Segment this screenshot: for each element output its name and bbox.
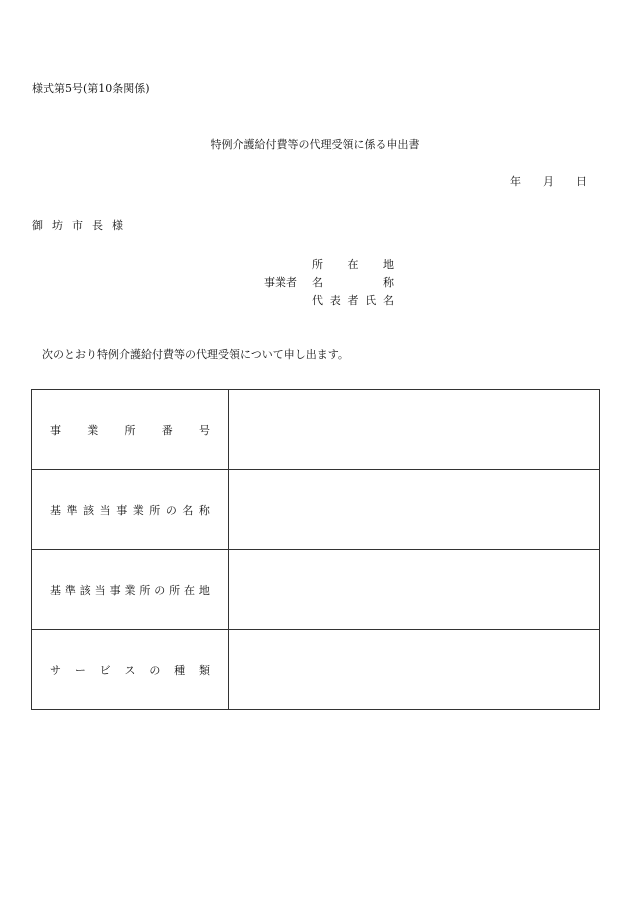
- label-char: 氏: [365, 294, 377, 307]
- label-char: 準: [64, 583, 76, 597]
- label-char: 当: [99, 503, 111, 517]
- office-number-label: [32, 390, 229, 470]
- applicant-representative-row: [264, 292, 404, 310]
- table-row: [32, 550, 600, 630]
- office-address-label: [32, 550, 229, 630]
- addressee-char: 長: [92, 219, 103, 232]
- label-char: 該: [79, 583, 91, 597]
- label-char: ー: [74, 663, 86, 677]
- label-char: 種: [174, 663, 186, 677]
- label-char: の: [149, 663, 161, 677]
- label-char: 準: [66, 503, 78, 517]
- statement-text: 次のとおり特例介護給付費等の代理受領について申し出ます。: [42, 348, 349, 361]
- label-char: の: [165, 503, 177, 517]
- office-name-label: [32, 470, 229, 550]
- label-char: 在: [184, 583, 196, 597]
- label-char: 所: [124, 423, 136, 437]
- label-char: の: [154, 583, 166, 597]
- label-char: 在: [347, 258, 359, 271]
- addressee-char: 市: [72, 219, 83, 232]
- label-char: 表: [329, 294, 341, 307]
- label-char: 称: [383, 276, 394, 289]
- label-char: 業: [124, 583, 136, 597]
- label-char: 名: [312, 276, 323, 289]
- label-char: 者: [347, 294, 359, 307]
- date-month: 月: [543, 175, 554, 188]
- label-char: 事: [116, 503, 128, 517]
- service-type-label: [32, 630, 229, 710]
- date-day: 日: [576, 175, 587, 188]
- label-char: 当: [94, 583, 106, 597]
- label-char: 称: [198, 503, 210, 517]
- label-char: 所: [139, 583, 151, 597]
- label-char: 代: [312, 294, 323, 307]
- label-char: サ: [50, 663, 61, 677]
- form-table: [31, 389, 600, 710]
- office-number-field[interactable]: [229, 390, 600, 470]
- label-char: 地: [383, 258, 394, 271]
- label-char: 業: [87, 423, 99, 437]
- label-char: 号: [199, 423, 210, 437]
- addressee-char: 坊: [52, 219, 63, 232]
- applicant-address-row: [264, 256, 404, 274]
- label-char: 該: [83, 503, 95, 517]
- applicant-side-label: 事業者: [264, 276, 297, 289]
- applicant-name-row: [264, 274, 404, 292]
- label-char: 事: [50, 423, 61, 437]
- label-char: 地: [198, 583, 210, 597]
- date-line: [510, 175, 587, 189]
- label-char: ス: [124, 663, 136, 677]
- date-year: 年: [510, 175, 521, 188]
- label-char: 所: [149, 503, 161, 517]
- applicant-representative-label: [312, 292, 394, 310]
- label-char: 基: [50, 503, 61, 517]
- table-row: [32, 470, 600, 550]
- label-char: 業: [132, 503, 144, 517]
- label-char: 基: [50, 583, 61, 597]
- label-char: 類: [198, 663, 210, 677]
- applicant-block: [264, 256, 404, 310]
- label-char: 所: [312, 258, 323, 271]
- applicant-address-label: [312, 256, 394, 274]
- label-char: 番: [161, 423, 173, 437]
- addressee-char: 様: [112, 219, 123, 232]
- table-row: [32, 630, 600, 710]
- label-char: 事: [109, 583, 121, 597]
- table-row: [32, 390, 600, 470]
- service-type-field[interactable]: [229, 630, 600, 710]
- label-char: 所: [169, 583, 181, 597]
- office-address-field[interactable]: [229, 550, 600, 630]
- addressee: [32, 219, 132, 233]
- label-char: ビ: [99, 663, 111, 677]
- office-name-field[interactable]: [229, 470, 600, 550]
- addressee-char: 御: [32, 219, 43, 232]
- label-char: 名: [182, 503, 194, 517]
- form-number: 様式第5号(第10条関係): [32, 82, 150, 95]
- applicant-name-label: [312, 274, 394, 292]
- document-title: 特例介護給付費等の代理受領に係る申出書: [210, 138, 420, 151]
- label-char: 名: [383, 294, 394, 307]
